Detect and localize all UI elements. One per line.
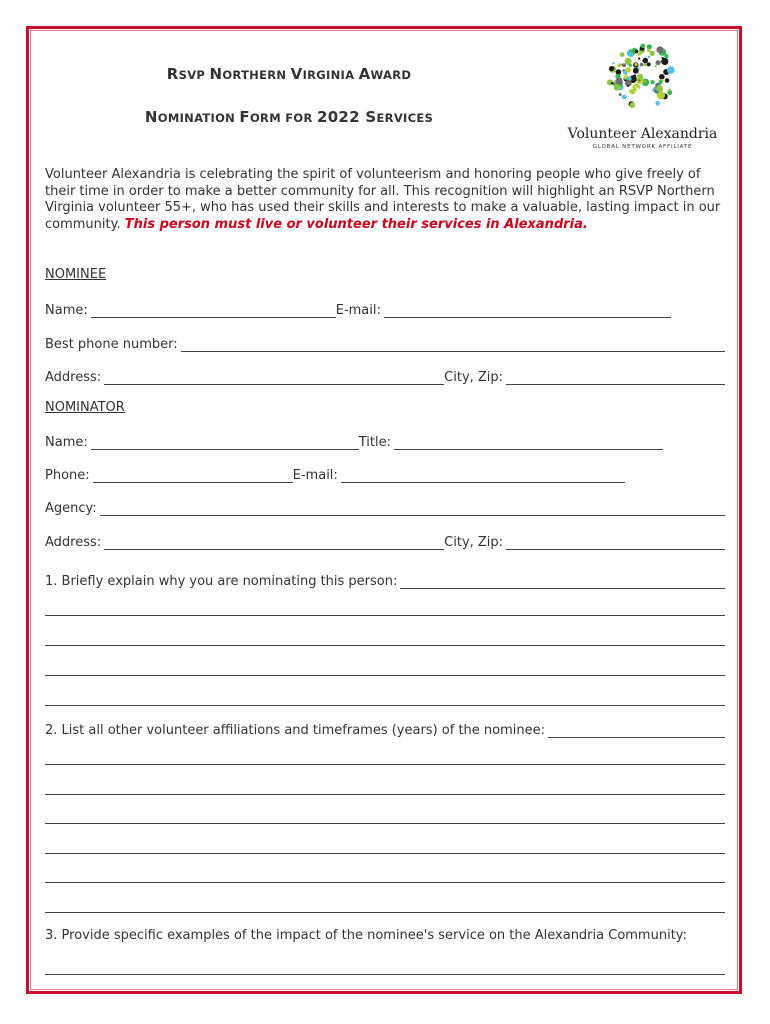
question-2-line[interactable] xyxy=(45,882,725,883)
nominee-address-field[interactable] xyxy=(104,372,444,385)
nominee-phone-row xyxy=(45,334,725,352)
logo-name: Volunteer Alexandria xyxy=(567,126,718,142)
form-subtitle: NOMINATION FORM FOR 2022 SERVICES xyxy=(144,108,434,126)
nominator-agency-field[interactable] xyxy=(100,503,725,516)
nominee-name-row xyxy=(45,300,725,318)
nominator-name-field[interactable] xyxy=(91,437,359,450)
question-1-line[interactable] xyxy=(45,705,725,706)
intro-paragraph xyxy=(45,167,725,233)
nominee-name-field[interactable] xyxy=(91,305,336,318)
form-title: RSVP NORTHERN VIRGINIA AWARD xyxy=(166,65,412,83)
nominee-heading: NOMINEE xyxy=(45,267,107,282)
question-2-line[interactable] xyxy=(45,794,725,795)
nominee-address-label: Address: xyxy=(45,370,102,385)
question-3-label: 3. Provide specific examples of the impact of the nominee's service on the Alexandria Community: xyxy=(45,928,687,943)
question-1-line[interactable] xyxy=(45,675,725,676)
question-2-label: 2. List all other volunteer affiliations and timeframes (years) of the nominee: xyxy=(45,723,545,738)
question-2-line[interactable] xyxy=(45,764,725,765)
nominator-heading: NOMINATOR xyxy=(45,400,125,415)
nominator-address-row xyxy=(45,532,725,550)
nominator-email-label: E-mail: xyxy=(292,468,338,483)
nominator-name-row xyxy=(45,432,725,450)
nominator-address-label: Address: xyxy=(45,535,102,550)
question-1-line[interactable] xyxy=(45,645,725,646)
nominator-phone-field[interactable] xyxy=(93,470,293,483)
volunteer-alexandria-logo xyxy=(555,42,730,154)
nominator-email-field[interactable] xyxy=(341,470,625,483)
nominator-name-label: Name: xyxy=(45,435,88,450)
question-2-row xyxy=(45,720,725,738)
nominee-phone-field[interactable] xyxy=(181,339,725,352)
nominee-email-label: E-mail: xyxy=(335,303,381,318)
nominator-title-label: Title: xyxy=(358,435,391,450)
nominee-name-label: Name: xyxy=(45,303,88,318)
nominator-address-field[interactable] xyxy=(104,537,444,550)
nominee-cityzip-label: City, Zip: xyxy=(444,370,504,385)
tree-dots-icon xyxy=(555,42,730,126)
question-2-field[interactable] xyxy=(548,725,725,738)
question-1-line[interactable] xyxy=(45,615,725,616)
nominator-title-field[interactable] xyxy=(394,437,663,450)
question-2-line[interactable] xyxy=(45,853,725,854)
question-1-label: 1. Briefly explain why you are nominating this person: xyxy=(45,574,398,589)
nominator-cityzip-field[interactable] xyxy=(506,537,725,550)
nominee-cityzip-field[interactable] xyxy=(506,372,725,385)
nominator-phone-row xyxy=(45,465,725,483)
question-1-field[interactable] xyxy=(400,576,725,589)
nominator-agency-label: Agency: xyxy=(45,501,97,516)
nominator-phone-label: Phone: xyxy=(45,468,90,483)
question-3-line[interactable] xyxy=(45,974,725,975)
nominee-email-field[interactable] xyxy=(384,305,671,318)
intro-emphasis: This person must live or volunteer their services in Alexandria. xyxy=(124,216,588,232)
nominee-phone-label: Best phone number: xyxy=(45,337,178,352)
logo-tagline: GLOBAL NETWORK AFFILIATE xyxy=(592,144,693,150)
question-2-line[interactable] xyxy=(45,912,725,913)
question-2-line[interactable] xyxy=(45,823,725,824)
nominator-cityzip-label: City, Zip: xyxy=(444,535,504,550)
question-1-row xyxy=(45,571,725,589)
intro-text: Volunteer Alexandria is celebrating the spirit of volunteerism and honoring people who give freely of their time in order to make a better community for all. This recognition will highlight an RSVP Northern Virginia volunteer 55+, who has used their skills and interests to make a valuable, lasting impact in our community. xyxy=(45,167,721,232)
nominator-agency-row xyxy=(45,498,725,516)
nominee-address-row xyxy=(45,367,725,385)
